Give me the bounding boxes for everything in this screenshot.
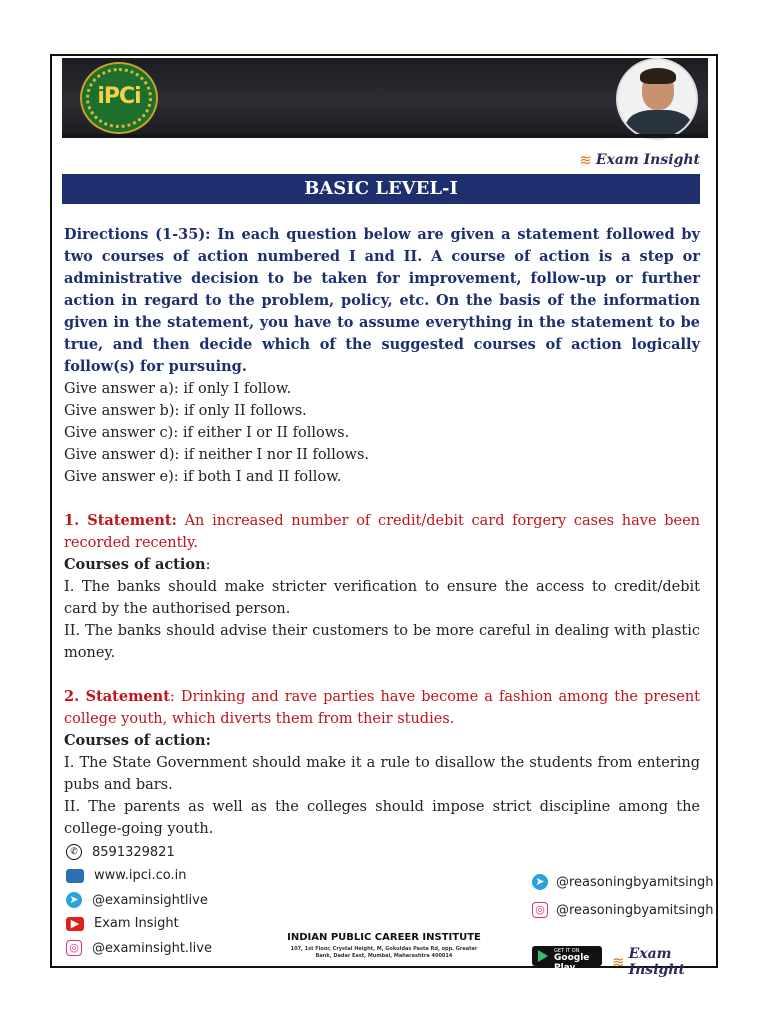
courses-label-text: Courses of action: [64, 556, 206, 573]
exam-insight-brand-footer: [612, 946, 716, 978]
contact-youtube[interactable]: [66, 916, 179, 931]
document-page: [50, 54, 718, 978]
instagram-right[interactable]: [532, 902, 714, 918]
directions-text: Directions (1-35): In each question below are given a statement followed by two courses of action numbered I and II. A course of action is a step or administrative decision to be taken for improvement, follow-up or further action in regard to the problem, policy, etc. On the basis of the information given in the statement, you have to assume everything in the statement to be true, and then decide which of the suggested courses of action logically follow(s) for pursuing.: [64, 226, 700, 375]
statement-label: 2. Statement: [64, 688, 170, 705]
photo-body: [626, 110, 692, 140]
footer: [52, 836, 716, 978]
phone-text: 8591329821: [92, 844, 175, 860]
google-play-badge[interactable]: [532, 946, 602, 973]
exam-insight-brand: [579, 150, 700, 170]
statement-text: An increased number of credit/debit card forgery cases have been recorded recently.: [64, 513, 700, 551]
instructor-photo: [616, 58, 698, 140]
contact-instagram[interactable]: [66, 940, 212, 956]
contact-phone: [66, 844, 175, 860]
instagram-text[interactable]: @examinsight.live: [92, 940, 212, 956]
institute-name: INDIAN PUBLIC CAREER INSTITUTE: [287, 932, 481, 943]
instagram-right-text[interactable]: @reasoningbyamitsingh: [556, 902, 714, 918]
answer-option: Give answer e): if both I and II follow.: [64, 469, 342, 485]
question-statement: [64, 510, 700, 554]
laptop-icon: [66, 869, 84, 883]
exam-insight-text: Exam Insight: [628, 946, 685, 978]
courses-label: [64, 554, 700, 576]
logo-text: iPCi: [97, 84, 141, 109]
statement-text: : Drinking and rave parties have become a fashion among the present college youth, which diverts them from their studies.: [64, 689, 700, 727]
gplay-big-text: Google Play: [554, 953, 590, 973]
telegram-icon: ➤: [66, 892, 82, 908]
course-option: II. The parents as well as the colleges should impose strict discipline among the college-going youth.: [64, 799, 700, 837]
phone-icon: ✆: [66, 844, 82, 860]
website-text[interactable]: www.ipci.co.in: [94, 868, 187, 883]
institute-address: 107, 1st Floor, Crystal Height, M, Gokuldas Pasta Rd, opp. Greater Bank, Dadar East, Mumbai, Maharashtra 400014: [290, 946, 478, 959]
header-banner: [62, 58, 708, 138]
contact-telegram[interactable]: [66, 892, 208, 908]
statement-label: 1. Statement:: [64, 512, 177, 529]
instagram-icon: ◎: [532, 902, 548, 918]
courses-label-suffix: :: [205, 557, 211, 573]
photo-hair: [640, 68, 676, 84]
answer-option: Give answer d): if neither I nor II follows.: [64, 447, 370, 463]
course-option: I. The banks should make stricter verification to ensure the access to credit/debit card by the authorised person.: [64, 579, 700, 617]
telegram-right-text[interactable]: @reasoningbyamitsingh: [556, 874, 714, 890]
exam-insight-icon: ≋: [579, 151, 592, 169]
courses-label: [64, 730, 700, 752]
page-title: BASIC LEVEL-I: [62, 174, 700, 204]
course-option: II. The banks should advise their customers to be more careful in dealing with plastic money.: [64, 623, 700, 661]
youtube-icon: ▶: [66, 917, 84, 931]
telegram-text[interactable]: @examinsightlive: [92, 892, 208, 908]
exam-insight-icon: ≋: [612, 953, 625, 971]
telegram-icon: ➤: [532, 874, 548, 890]
answer-option: Give answer a): if only I follow.: [64, 381, 292, 397]
question-statement: [64, 686, 700, 730]
content: [64, 224, 700, 840]
courses-label-text: Courses of action:: [64, 732, 211, 749]
answer-option: Give answer c): if either I or II follows.: [64, 425, 350, 441]
telegram-right[interactable]: [532, 874, 714, 890]
exam-insight-text: Exam Insight: [595, 152, 700, 168]
answer-option: Give answer b): if only II follows.: [64, 403, 307, 419]
gplay-small-text: GET IT ON: [554, 948, 580, 954]
contact-website[interactable]: [66, 868, 186, 883]
question-2: [64, 686, 700, 840]
ipci-logo: [80, 62, 158, 134]
course-option: I. The State Government should make it a rule to disallow the students from entering pubs and bars.: [64, 755, 700, 793]
question-1: [64, 510, 700, 664]
google-play-icon: [538, 950, 548, 962]
youtube-text[interactable]: Exam Insight: [94, 916, 179, 931]
instagram-icon: ◎: [66, 940, 82, 956]
